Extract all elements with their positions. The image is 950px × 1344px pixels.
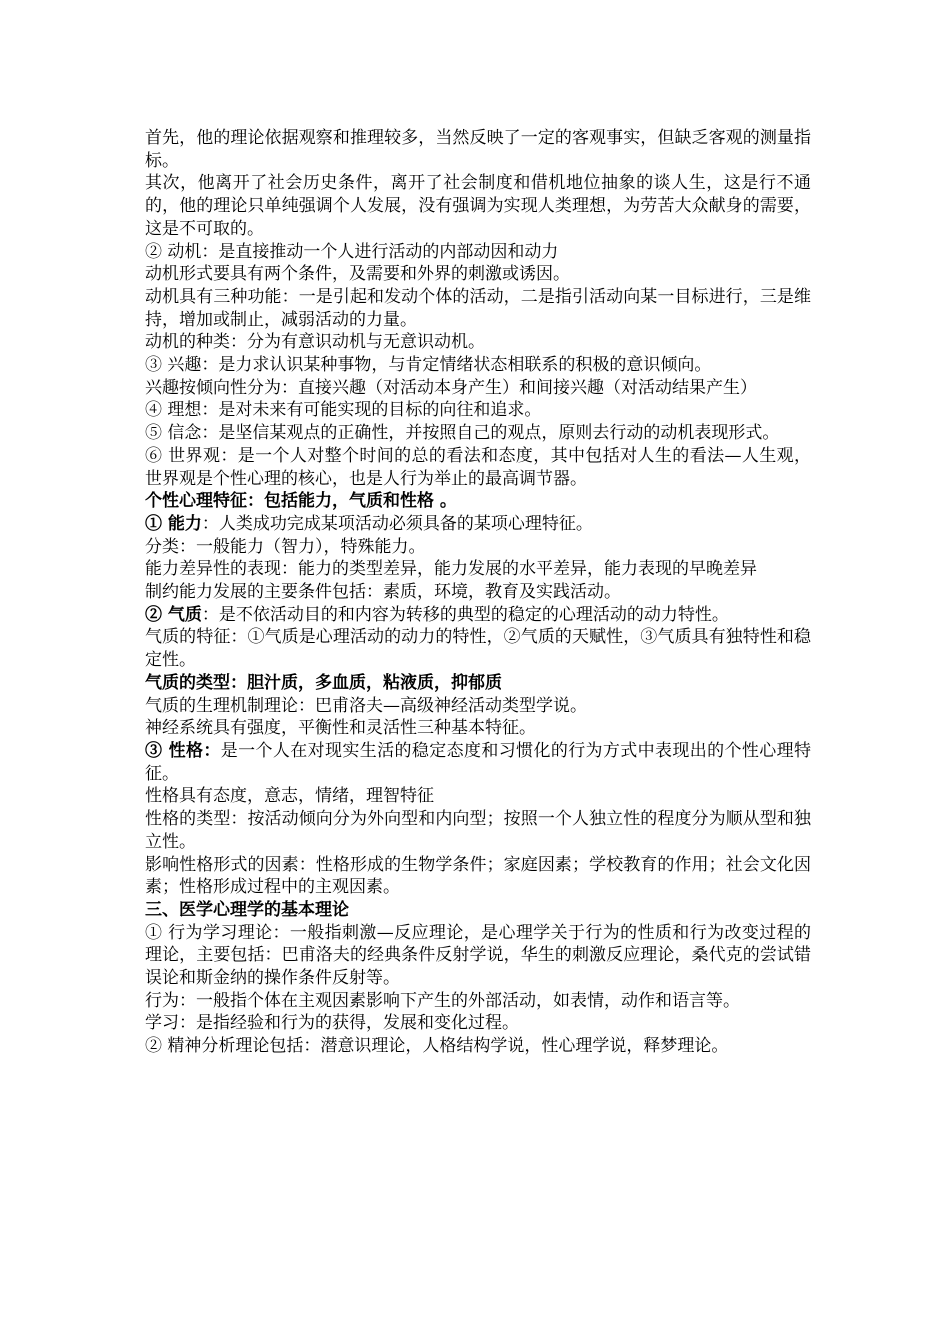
paragraph-11: ⑥ 世界观：是一个人对整个时间的总的看法和态度，其中包括对人生的看法—人生观，世界观是个性心理的核心，也是人行为举止的最高调节器。 (145, 445, 811, 489)
heading-personality-traits: 个性心理特征：包括能力，气质和性格 。 (145, 491, 457, 512)
paragraph-14: 分类：一般能力（智力），特殊能力。 (145, 536, 426, 557)
paragraph-6: 动机的种类：分为有意识动机与无意识动机。 (145, 332, 485, 353)
paragraph-25: 影响性格形式的因素：性格形成的生物学条件；家庭因素；学校教育的作用；社会文化因素；性格形成过程中的主观因素。 (145, 854, 811, 898)
paragraph-1: 首先，他的理论依据观察和推理较多，当然反映了一定的客观事实，但缺乏客观的测量指标。 (145, 128, 811, 171)
heading-temperament-types: 气质的类型：胆汁质，多血质，粘液质，抑郁质 (145, 672, 502, 693)
paragraph-3: ② 动机：是直接推动一个人进行活动的内部动因和动力 (145, 241, 559, 262)
paragraph-23: 性格具有态度，意志，情绪，理智特征 (145, 786, 434, 807)
paragraph-20: 气质的生理机制理论：巴甫洛夫—高级神经活动类型学说。 (145, 695, 587, 716)
paragraph-27: ① 行为学习理论：一般指刺激—反应理论，是心理学关于行为的性质和行为改变过程的理论，主要包括：巴甫洛夫的经典条件反射学说，华生的刺激反应理论，桑代克的尝试错误论和斯金纳的操作条件反射等。 (145, 922, 811, 989)
paragraph-21: 神经系统具有强度，平衡性和灵活性三种基本特征。 (145, 718, 536, 739)
paragraph-5: 动机具有三种功能：一是引起和发动个体的活动，二是指引活动向某一目标进行，三是维持，增加或制止，减弱活动的力量。 (145, 286, 811, 330)
paragraph-character (145, 740, 811, 785)
paragraph-10: ⑤ 信念：是坚信某观点的正确性，并按照自己的观点，原则去行动的动机表现形式。 (145, 423, 780, 444)
term-temperament: ② 气质 (145, 604, 202, 625)
paragraph-29: 学习：是指经验和行为的获得，发展和变化过程。 (145, 1013, 519, 1034)
term-ability: ① 能力 (145, 513, 202, 534)
paragraph-7: ③ 兴趣：是力求认识某种事物，与肯定情绪状态相联系的积极的意识倾向。 (145, 355, 712, 376)
paragraph-ability (145, 513, 811, 536)
paragraph-16: 制约能力发展的主要条件包括：素质，环境，教育及实践活动。 (145, 582, 621, 603)
paragraph-9: ④ 理想：是对未来有可能实现的目标的向往和追求。 (145, 400, 542, 421)
paragraph-18: 气质的特征：①气质是心理活动的动力的特性，②气质的天赋性，③气质具有独特性和稳定性。 (145, 627, 811, 671)
paragraph-8: 兴趣按倾向性分为：直接兴趣（对活动本身产生）和间接兴趣（对活动结果产生） (145, 377, 757, 398)
paragraph-temperament (145, 604, 811, 627)
term-character: ③ 性格： (145, 740, 221, 761)
paragraph-15: 能力差异性的表现：能力的类型差异，能力发展的水平差异，能力表现的早晚差异 (145, 559, 757, 580)
definition-character: 是一个人在对现实生活的稳定态度和习惯化的行为方式中表现出的个性心理特征。 (145, 740, 812, 784)
paragraph-2: 其次，他离开了社会历史条件，离开了社会制度和借机地位抽象的谈人生，这是行不通的，他的理论只单纯强调个人发展，没有强调为实现人类理想，为劳苦大众献身的需要，这是不可取的。 (145, 173, 811, 239)
paragraph-28: 行为：一般指个体在主观因素影响下产生的外部活动，如表情，动作和语言等。 (145, 990, 740, 1011)
heading-section-3: 三、医学心理学的基本理论 (145, 899, 349, 920)
paragraph-30: ② 精神分析理论包括：潜意识理论，人格结构学说，性心理学说，释梦理论。 (145, 1036, 729, 1057)
definition-ability: ：人类成功完成某项活动必须具备的某项心理特征。 (201, 513, 593, 534)
definition-temperament: ：是不依活动目的和内容为转移的典型的稳定的心理活动的动力特性。 (201, 604, 729, 625)
paragraph-4: 动机形式要具有两个条件，及需要和外界的刺激或诱因。 (145, 264, 570, 285)
paragraph-24: 性格的类型：按活动倾向分为外向型和内向型；按照一个人独立性的程度分为顺从型和独立性。 (145, 809, 811, 852)
document-page (145, 127, 811, 1058)
